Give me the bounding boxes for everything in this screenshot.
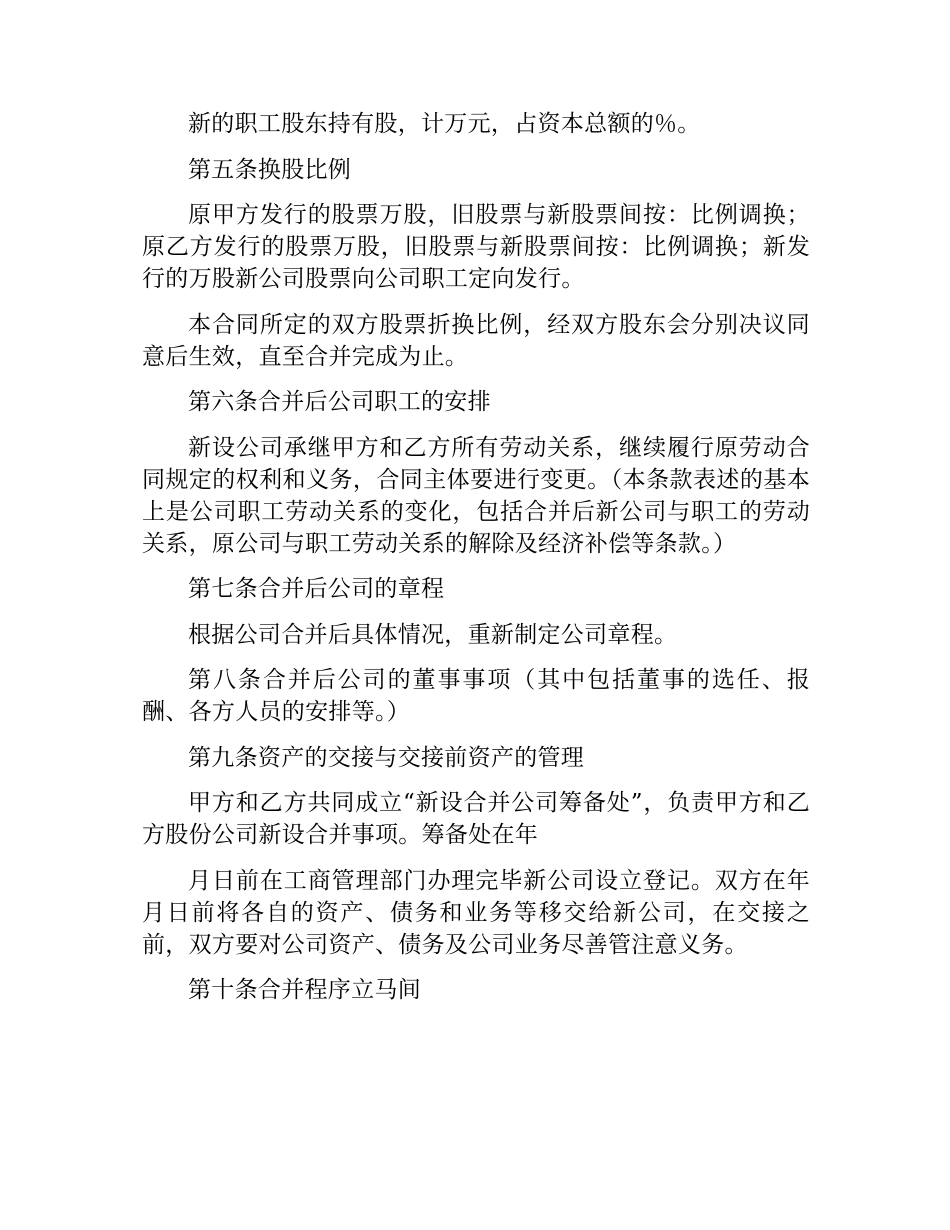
- paragraph-asset-handover: 月日前在工商管理部门办理完毕新公司设立登记。双方在年月日前将各自的资产、债务和业务等移交给新公司，在交接之前，双方要对公司资产、债务及公司业务尽善管注意义务。: [142, 867, 810, 958]
- paragraph-employee-shares: 新的职工股东持有股，计万元，占资本总额的％。: [188, 111, 701, 137]
- paragraph-share-exchange: 原甲方发行的股票万股，旧股票与新股票间按：比例调换；原乙方发行的股票万股，旧股票与新股票间按：比例调换；新发行的万股新公司股票向公司职工定向发行。: [142, 202, 810, 292]
- heading-article-10: 第十条合并程序立马间: [188, 977, 421, 1003]
- paragraph-articles-of-association: 根据公司合并后具体情况，重新制定公司章程。: [188, 621, 678, 648]
- paragraph-preparatory-office: 甲方和乙方共同成立“新设合并公司筹备处”，负责甲方和乙方股份公司新设合并事项。筹备处在年: [142, 790, 810, 848]
- document-page: [142, 108, 810, 1020]
- paragraph-exchange-ratio-approval: 本合同所定的双方股票折换比例，经双方股东会分别决议同意后生效，直至合并完成为止。: [142, 311, 810, 370]
- heading-article-6: 第六条合并后公司职工的安排: [188, 389, 491, 415]
- paragraph-employee-arrangement: 新设公司承继甲方和乙方所有劳动关系，继续履行原劳动合同规定的权利和义务，合同主体要进行变更。（本条款表述的基本上是公司职工劳动关系的变化，包括合并后新公司与职工的劳动关系，原公司与职工劳动关系的解除及经济补偿等条款。）: [142, 434, 810, 557]
- heading-article-5: 第五条换股比例: [188, 156, 352, 183]
- heading-article-9: 第九条资产的交接与交接前资产的管理: [188, 744, 585, 771]
- heading-article-7: 第七条合并后公司的章程: [188, 576, 445, 602]
- heading-article-8: 第八条合并后公司的董事事项（其中包括董事的选任、报酬、各方人员的安排等。）: [142, 667, 810, 725]
